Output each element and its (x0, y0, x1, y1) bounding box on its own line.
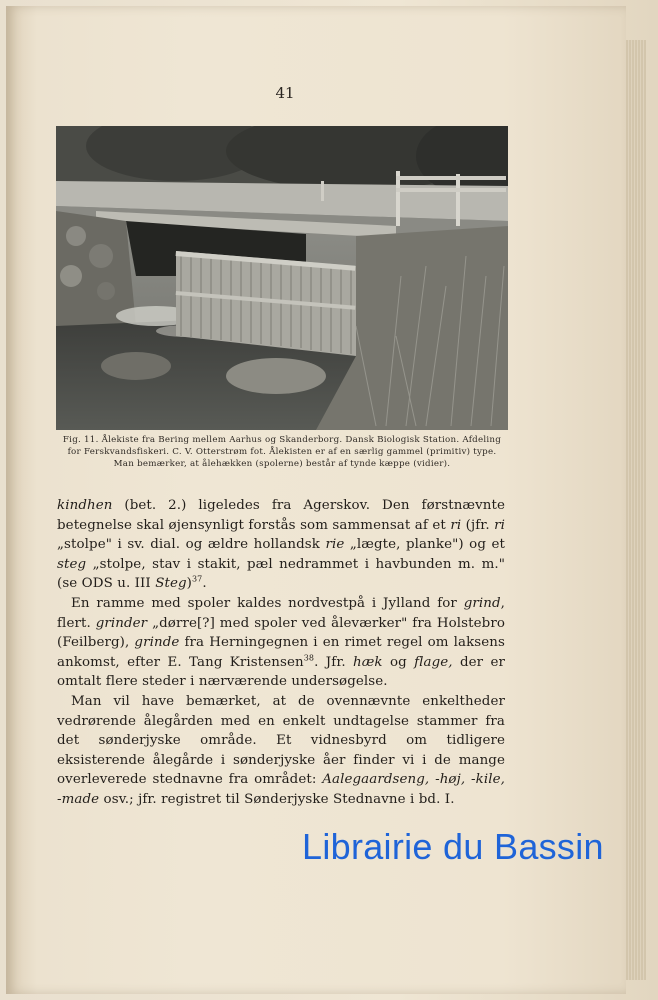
text-run: „stolpe, stav i stakit, pæl nedrammet i havbunden m. m." (se ODS u. III (57, 556, 505, 592)
text-run: Man vil have bemærket, at de ovennævnte enkeltheder vedrørende ålegården med en enkelt undtagelse stammer fra det sønderjyske område. Et vidnesbyrd om tidligere eksisterende ålegårde i sønderjyske åer finder vi i de mange overleverede stednavne fra området: (57, 693, 505, 788)
italic-term: grinder (95, 615, 148, 631)
italic-term: grinde (134, 635, 180, 651)
page-number: 41 (275, 84, 295, 102)
italic-term: ri (450, 517, 462, 533)
italic-term: flage, (414, 654, 453, 670)
text-run: „stolpe" i sv. dial. og ældre hollandsk (57, 537, 326, 553)
text-run: „lægte, planke") og et (344, 537, 505, 553)
text-run: . (202, 576, 207, 592)
italic-term: kindhen (57, 498, 113, 513)
text-run: og (382, 654, 415, 670)
italic-term: grind (463, 595, 501, 611)
italic-term: hæk (353, 654, 383, 670)
paragraph-2 (57, 594, 505, 692)
footnote-ref: 37 (191, 574, 203, 584)
seller-watermark: Librairie du Bassin (302, 826, 604, 867)
italic-term: steg (57, 556, 87, 572)
italic-term: Steg (155, 576, 187, 592)
page-edges (626, 40, 646, 980)
text-run: En ramme med spoler kaldes nordvestpå i Jylland for (71, 595, 464, 611)
text-run: fra Herningegnen i en rimet regel om laksens ankomst, efter E. Tang Kristensen (57, 635, 505, 670)
footnote-ref: 38 (303, 653, 315, 663)
italic-term: ri (494, 517, 505, 533)
italic-term: Aalegaardseng, -høj, -kile, -made (57, 772, 505, 807)
text-run: (jfr. (461, 517, 495, 533)
text-run: , flert. (57, 595, 505, 631)
paragraph-1 (57, 496, 505, 594)
text-run: (bet. 2.) ligeledes fra Agerskov. Den førstnævnte betegnelse skal øjensynligt forstås som sammensat af et (57, 498, 505, 533)
text-run: ) (186, 576, 192, 592)
text-run: osv.; jfr. registret til Sønderjyske Stednavne i bd. I. (99, 791, 455, 807)
text-run: . Jfr. (314, 654, 354, 670)
text-run: „dørre[?] med spoler ved åleværker" fra Holstebro (Feilberg), (57, 615, 505, 651)
eel-trap-photo (56, 126, 508, 430)
italic-term: rie (325, 537, 345, 553)
photo-illustration (56, 126, 508, 430)
body-text (57, 496, 505, 810)
figure-caption: Fig. 11. Ålekiste fra Bering mellem Aarhus og Skanderborg. Dansk Biologisk Station. Afdeling for Ferskvandsfiskeri. C. V. Otterstrøm fot. Ålekisten er af en særlig gammel (primitiv) type. Man bemærker, at ålehækken (spolerne) består af tynde kæppe (vidier). (62, 435, 502, 470)
text-run: der er omtalt flere steder i nærværende undersøgelse. (57, 654, 506, 690)
paragraph-3 (57, 692, 505, 810)
